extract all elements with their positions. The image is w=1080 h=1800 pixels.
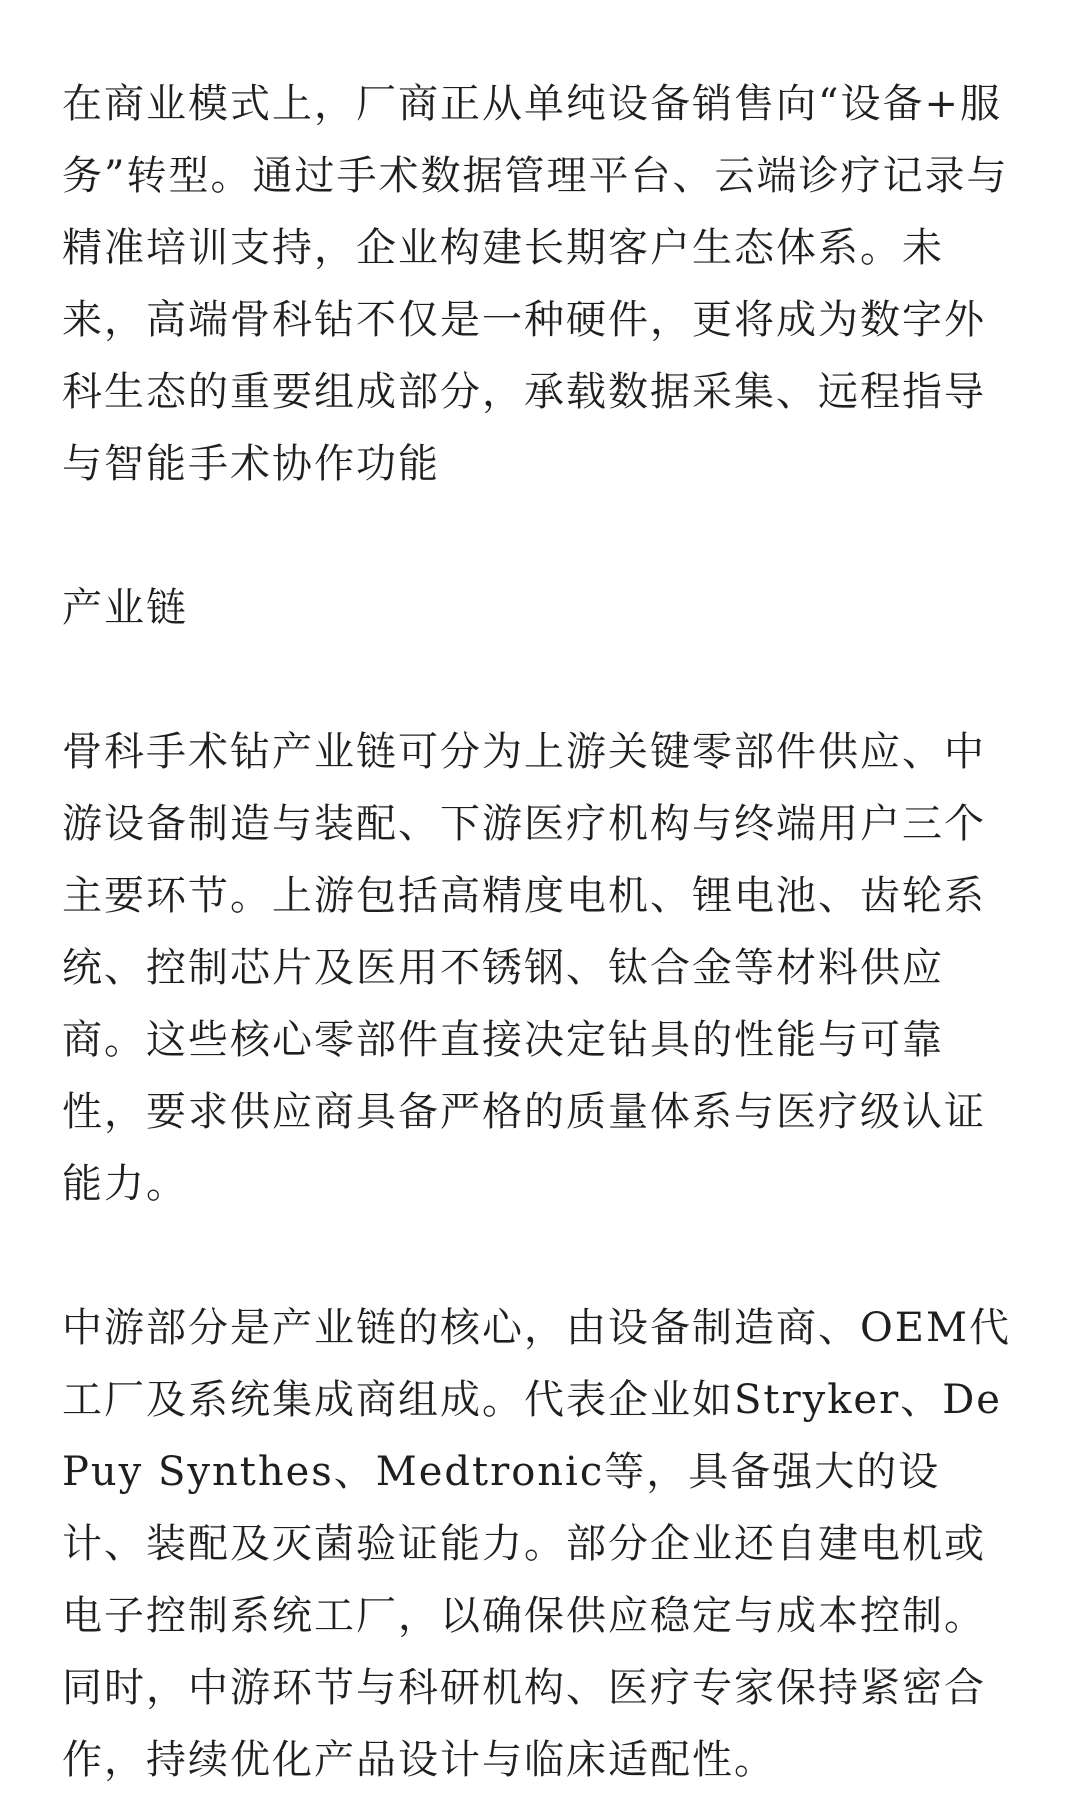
paragraph-upstream: 骨科手术钻产业链可分为上游关键零部件供应、中游设备制造与装配、下游医疗机构与终端用户三个主要环节。上游包括高精度电机、锂电池、齿轮系统、控制芯片及医用不锈钢、钛合金等材料供应商。这些核心零部件直接决定钻具的性能与可靠性，要求供应商具备严格的质量体系与医疗级认证能力。 (62, 729, 986, 1207)
section-heading-industry-chain: 产业链 (62, 585, 188, 631)
paragraph-midstream: 中游部分是产业链的核心，由设备制造商、OEM代工厂及系统集成商组成。代表企业如Stryker、DePuy Synthes、Medtronic等，具备强大的设计、装配及灭菌验证能力。部分企业还自建电机或电子控制系统工厂，以确保供应稳定与成本控制。同时，中游环节与科研机构、医疗专家保持紧密合作，持续优化产品设计与临床适配性。 (62, 1305, 1011, 1783)
paragraph-business-model: 在商业模式上，厂商正从单纯设备销售向“设备+服务”转型。通过手术数据管理平台、云端诊疗记录与精准培训支持，企业构建长期客户生态体系。未来，高端骨科钻不仅是一种硬件，更将成为数字外科生态的重要组成部分，承载数据采集、远程指导与智能手术协作功能 (62, 81, 1009, 487)
article-body (62, 68, 1022, 1796)
